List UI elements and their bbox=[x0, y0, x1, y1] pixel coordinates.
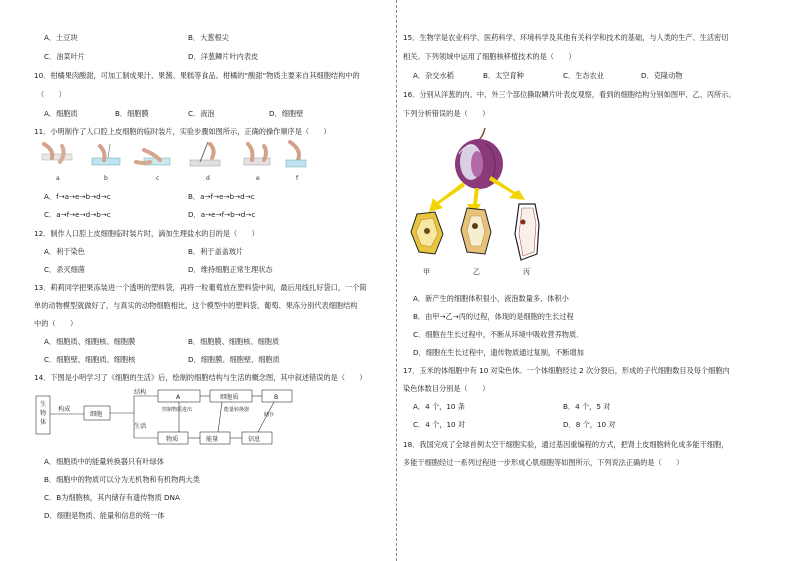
q9-option-d: D．洋葱鳞片叶内表皮 bbox=[188, 52, 259, 61]
step-b-image bbox=[92, 144, 120, 165]
concept-wuzhi: 物质 bbox=[166, 436, 179, 443]
q9-option-c: C．油菜叶片 bbox=[44, 52, 85, 61]
q10-stem: 10．柑橘果肉酸甜，可加工制成果汁、果酱、果糕等食品。柑橘的“酸甜”物质主要来自其细胞结构中的 bbox=[34, 71, 360, 80]
step-label-a: a bbox=[56, 175, 60, 182]
q15-option-a: A．杂交水稻 bbox=[413, 71, 454, 80]
label-jia: 甲 bbox=[423, 268, 430, 276]
q9-option-a: A．土豆块 bbox=[44, 33, 78, 42]
q12-option-a: A．利于染色 bbox=[44, 247, 85, 256]
q14-option-c: C．B为细胞核，其内储存有遗传物质 DNA bbox=[44, 493, 180, 502]
q11-option-b: B．a→f→e→b→d→c bbox=[188, 192, 255, 201]
q13-option-a: A．细胞质、细胞核、细胞膜 bbox=[44, 337, 136, 346]
q12-option-c: C．杀灭细菌 bbox=[44, 265, 85, 274]
q12-option-d: D．维持细胞正常生理状态 bbox=[188, 265, 273, 274]
step-d-image bbox=[190, 142, 220, 166]
q10-option-a: A．细胞质 bbox=[44, 109, 78, 118]
concept-chucun: 储存 bbox=[264, 412, 275, 418]
concept-nengliang: 能量 bbox=[206, 436, 219, 443]
q10-option-c: C．液泡 bbox=[188, 109, 215, 118]
step-c-image bbox=[136, 150, 170, 165]
q12-stem: 12．制作人口腔上皮细胞临时装片时，滴加生理盐水的目的是（ ） bbox=[34, 229, 259, 238]
q16-option-d: D．细胞在生长过程中，遗传物质通过复制，不断增加 bbox=[413, 348, 584, 357]
step-label-e: e bbox=[256, 175, 260, 182]
q16-stem-line1: 16．分别从洋葱的内、中、外三个部位撕取鳞片叶表皮观察，看到的细胞结构分别如图甲、乙、丙所示。 bbox=[403, 90, 736, 99]
q15-option-b: B．太空育种 bbox=[483, 71, 524, 80]
concept-gouc: 构成 bbox=[58, 406, 71, 413]
cell-yi-image bbox=[461, 208, 491, 254]
step-label-c: c bbox=[156, 175, 160, 182]
q16-option-c: C．细胞在生长过程中，不断从环境中吸收营养物质． bbox=[413, 330, 584, 339]
concept-A: A bbox=[176, 394, 181, 401]
q10-option-b: B．细胞膜 bbox=[115, 109, 149, 118]
label-bing: 丙 bbox=[523, 268, 530, 276]
q15-stem-line1: 15．生物学是农业科学、医药科学、环境科学及其他有关科学和技术的基础，与人类的生产、生活密切 bbox=[403, 33, 729, 42]
q9-option-b: B．大葱根尖 bbox=[188, 33, 229, 42]
q13-option-d: D．细胞膜、细胞壁、细胞质 bbox=[188, 355, 280, 364]
concept-bio-1: 生物体 bbox=[40, 401, 47, 426]
q15-option-d: D．克隆动物 bbox=[641, 71, 683, 80]
q17-option-c: C．4 个，10 对 bbox=[413, 420, 466, 429]
q11-option-a: A．f→a→e→b→d→c bbox=[44, 192, 111, 201]
q11-option-c: C．a→f→e→d→b→c bbox=[44, 210, 111, 219]
left-column bbox=[34, 0, 389, 561]
concept-shenghuo: 生活 bbox=[134, 423, 147, 430]
q11-option-d: D．a→e→f→b→d→c bbox=[188, 210, 256, 219]
step-label-d: d bbox=[206, 175, 210, 182]
q14-option-b: B．细胞中的物质可以分为无机物和有机物两大类 bbox=[44, 475, 200, 484]
concept-jiegou: 结构 bbox=[134, 389, 147, 396]
q18-stem-line2: 多能干细胞经过一系列过程进一步形成心肌细胞等如图所示，下列说法正确的是（ ） bbox=[403, 458, 684, 467]
q17-option-a: A．4 个，10 条 bbox=[413, 402, 465, 411]
q13-stem-line1: 13．莉莉同学把果冻装进一个透明的塑料袋，再将一粒葡萄放在塑料袋中间，最后用线扎好袋口，一个简 bbox=[34, 283, 367, 292]
step-a-image bbox=[42, 144, 72, 162]
concept-B: B bbox=[274, 394, 279, 401]
q15-option-c: C．生态农业 bbox=[563, 71, 604, 80]
q12-option-b: B．利于盖盖玻片 bbox=[188, 247, 244, 256]
cell-jia-image bbox=[411, 212, 443, 254]
label-yi: 乙 bbox=[473, 268, 480, 276]
concept-cell: 细胞 bbox=[90, 411, 103, 418]
q17-option-b: B．4 个，5 对 bbox=[563, 402, 611, 411]
column-divider bbox=[396, 0, 397, 561]
q17-option-d: D．8 个，10 对 bbox=[563, 420, 616, 429]
step-e-image bbox=[244, 144, 270, 165]
step-label-f: f bbox=[296, 175, 299, 182]
q16-onion-figure bbox=[409, 124, 579, 280]
concept-xbz: 细胞质 bbox=[220, 394, 239, 401]
concept-kzwz: 控制物质进出 bbox=[162, 407, 193, 413]
step-label-b: b bbox=[104, 175, 108, 182]
q13-stem-line3: 中的（ ） bbox=[34, 319, 78, 328]
q16-option-b: B．由甲→乙→丙的过程，体现的是细胞的生长过程 bbox=[413, 312, 574, 321]
q11-stem: 11．小明制作了人口腔上皮细胞的临时装片，实验步骤如图所示，正确的操作顺序是（ ） bbox=[34, 127, 331, 136]
q14-stem: 14．下图是小明学习了《细胞的生活》后，绘制的细胞结构与生活的概念图，其中叙述错误的是（ ） bbox=[34, 373, 367, 382]
q11-steps-figure bbox=[40, 140, 310, 184]
q13-option-b: B．细胞膜、细胞核、细胞质 bbox=[188, 337, 280, 346]
q18-stem-line1: 18．我国完成了全球首例太空干细胞实验，通过基因重编程的方式，把肾上皮细胞转化成多能干细胞， bbox=[403, 440, 729, 449]
q13-stem-line2: 单的动物模型就做好了，与真实的动物细胞相比，这个模型中的塑料袋、葡萄、果冻分别代表细胞结构 bbox=[34, 301, 358, 310]
q14-concept-map bbox=[34, 386, 294, 450]
q10-blank: （ ） bbox=[37, 90, 66, 99]
q16-option-a: A．新产生的细胞体积很小，液泡数量多、体积小 bbox=[413, 294, 569, 303]
q14-option-a: A．细胞质中的能量转换器只有叶绿体 bbox=[44, 457, 164, 466]
q10-option-d: D．细胞壁 bbox=[269, 109, 304, 118]
concept-nlzhq: 能量转换器 bbox=[224, 407, 250, 413]
step-f-image bbox=[286, 142, 306, 167]
q17-stem-line1: 17．玉米的体细胞中有 10 对染色体。一个体细胞经过 2 次分裂后，形成的子代细胞数目及每个细胞内 bbox=[403, 366, 730, 375]
q17-stem-line2: 染色体数目分别是（ ） bbox=[403, 384, 490, 393]
q13-option-c: C．细胞壁、细胞质、细胞核 bbox=[44, 355, 136, 364]
q14-option-d: D．细胞是物质、能量和信息的统一体 bbox=[44, 511, 165, 520]
q15-stem-line2: 相关。下列领域中运用了细胞核移植技术的是（ ） bbox=[403, 52, 576, 61]
concept-xinxi: 信息 bbox=[248, 436, 261, 443]
cell-bing-image bbox=[515, 204, 539, 260]
right-column bbox=[403, 0, 763, 561]
q16-stem-line2: 下列分析错误的是（ ） bbox=[403, 109, 490, 118]
